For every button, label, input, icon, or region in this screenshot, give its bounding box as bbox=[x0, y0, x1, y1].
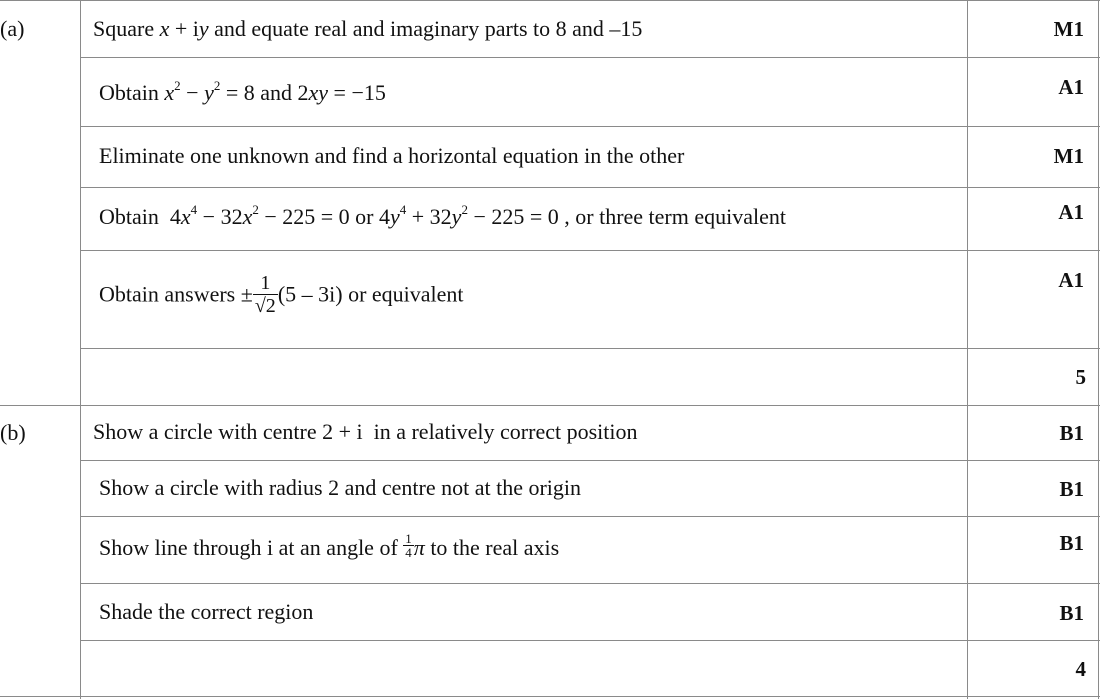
part-total: 4 bbox=[1075, 657, 1086, 681]
step-description bbox=[93, 15, 642, 43]
table-row bbox=[81, 405, 1098, 460]
table-row bbox=[81, 583, 1098, 640]
step-description: Obtain answers ± $\frac{1}{√2}$ (5 – 3i) or equivalent bbox=[99, 272, 464, 317]
part-a-label: (a) bbox=[0, 16, 25, 41]
step-description: Show a circle with centre 2 + i in a relatively correct position bbox=[93, 419, 638, 444]
row-divider bbox=[0, 696, 1100, 697]
step-description: Show line through i at an angle of $\frac{1}{4}$ π to the real axis bbox=[99, 531, 560, 561]
table-row bbox=[81, 460, 1098, 516]
fraction: $\frac{1}{4}$ bbox=[405, 531, 412, 561]
mark-code: A1 bbox=[1058, 200, 1084, 224]
part-b-label: (b) bbox=[0, 420, 26, 445]
mark-code: B1 bbox=[1059, 531, 1084, 555]
total-row bbox=[81, 348, 1098, 405]
mark-code: B1 bbox=[1059, 421, 1084, 445]
table-row bbox=[81, 126, 1098, 187]
step-description: Shade the correct region bbox=[99, 599, 314, 624]
mark-code: M1 bbox=[1053, 17, 1084, 41]
step-description: Obtain $4x^4 - 32x^2 - 225 = 0$ or $4y^4 + 32y^2 - 225 = 0$ , or three term equivalent bbox=[99, 202, 786, 229]
part-total: 5 bbox=[1075, 365, 1086, 389]
step-description: Show a circle with radius 2 and centre not at the origin bbox=[99, 475, 582, 500]
mark-code: A1 bbox=[1058, 75, 1084, 99]
mark-code: A1 bbox=[1058, 268, 1084, 292]
fraction: $\frac{1}{√2}$ bbox=[254, 272, 276, 317]
mark-code: B1 bbox=[1059, 601, 1084, 625]
table-row bbox=[81, 250, 1098, 348]
total-row bbox=[81, 640, 1098, 696]
table-row bbox=[81, 187, 1098, 250]
table-row bbox=[81, 0, 1098, 57]
step-description: Eliminate one unknown and find a horizontal equation in the other bbox=[99, 143, 685, 168]
step-description: Obtain $x^2 - y^2 = 8$ and 2xy = −15 bbox=[99, 78, 386, 105]
mark-code: B1 bbox=[1059, 477, 1084, 501]
table-row bbox=[81, 57, 1098, 126]
mark-code: M1 bbox=[1053, 144, 1084, 168]
column-divider bbox=[1098, 0, 1099, 699]
step-text-square: Square x + iy and equate real and imaginary parts to 8 and –15 bbox=[93, 16, 643, 41]
table-row bbox=[81, 516, 1098, 583]
